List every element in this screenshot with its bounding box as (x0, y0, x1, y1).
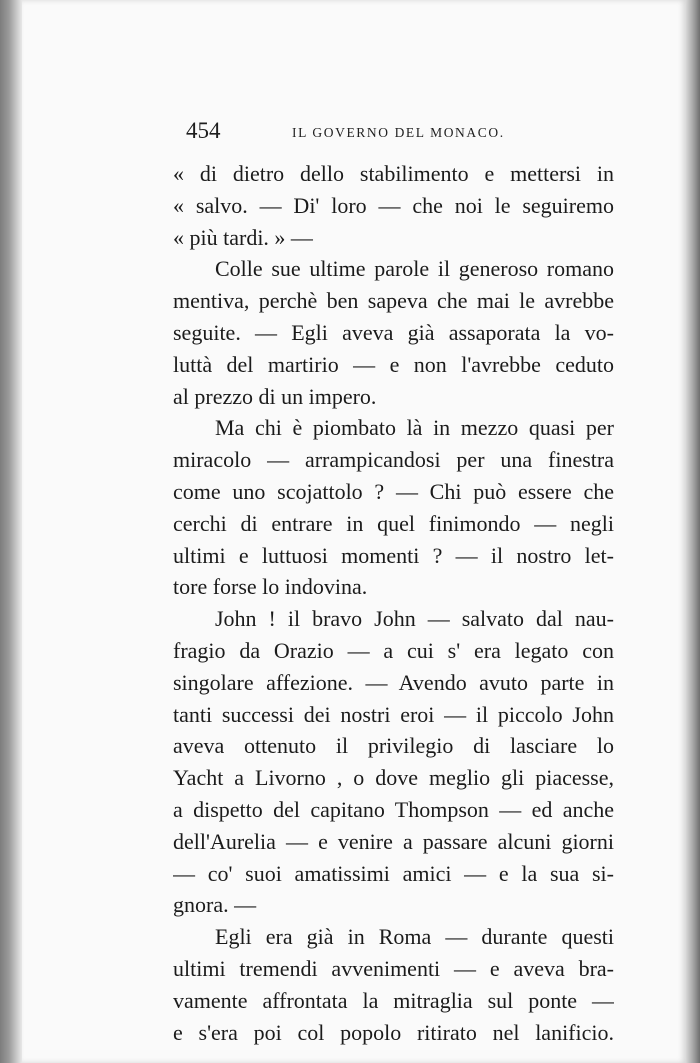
text-line: aveva ottenuto il privilegio di lasciare lo (173, 733, 614, 759)
text-line: Egli era già in Roma — durante questi (215, 924, 614, 950)
text-line: a dispetto del capitano Thompson — ed anche (173, 796, 614, 822)
text-line: singolare affezione. — Avendo avuto parte in (173, 669, 614, 695)
text-line: John ! il bravo John — salvato dal nau- (215, 606, 614, 632)
text-line: ultimi e luttuosi momenti ? — il nostro let- (173, 542, 614, 568)
text-line: miracolo — arrampicandosi per una finestra (173, 447, 614, 473)
text-line: mentiva, perchè ben sapeva che mai le avrebbe (173, 288, 614, 314)
text-line: seguite. — Egli aveva già assaporata la vo- (173, 319, 614, 345)
text-line: fragio da Orazio — a cui s' era legato con (173, 637, 614, 663)
text-line: cerchi di entrare in quel finimondo — negli (173, 510, 614, 536)
text-line: Colle sue ultime parole il generoso romano (215, 256, 614, 282)
text-line: vamente affrontata la mitraglia sul ponte — (173, 987, 614, 1013)
text-line: « più tardi. » — (173, 224, 313, 250)
page-header (186, 118, 616, 148)
text-line: « salvo. — Di' loro — che noi le seguiremo (173, 192, 614, 218)
text-line: tanti successi dei nostri eroi — il piccolo John (173, 701, 614, 727)
text-line: e s'era poi col popolo ritirato nel lanificio. (173, 1019, 614, 1045)
text-line: luttà del martirio — e non l'avrebbe ceduto (173, 351, 614, 377)
text-line: ultimi tremendi avvenimenti — e aveva bra- (173, 955, 614, 981)
text-line: Ma chi è piombato là in mezzo quasi per (215, 415, 614, 441)
text-line: gnora. — (173, 892, 257, 918)
text-line: tore forse lo indovina. (173, 574, 368, 600)
text-line: al prezzo di un impero. (173, 383, 377, 409)
text-line: dell'Aurelia — e venire a passare alcuni giorni (173, 828, 614, 854)
binding-edge-left (0, 0, 22, 1063)
page-number: 454 (186, 118, 221, 143)
page-edge-right (686, 0, 700, 1063)
body-text (173, 158, 614, 1048)
running-title: IL GOVERNO DEL MONACO. (292, 125, 505, 140)
text-line: Yacht a Livorno , o dove meglio gli piacesse, (173, 765, 614, 791)
text-line: — co' suoi amatissimi amici — e la sua si- (173, 860, 614, 886)
text-line: « di dietro dello stabilimento e mettersi in (173, 161, 614, 186)
text-line: come uno scojattolo ? — Chi può essere che (173, 478, 614, 504)
